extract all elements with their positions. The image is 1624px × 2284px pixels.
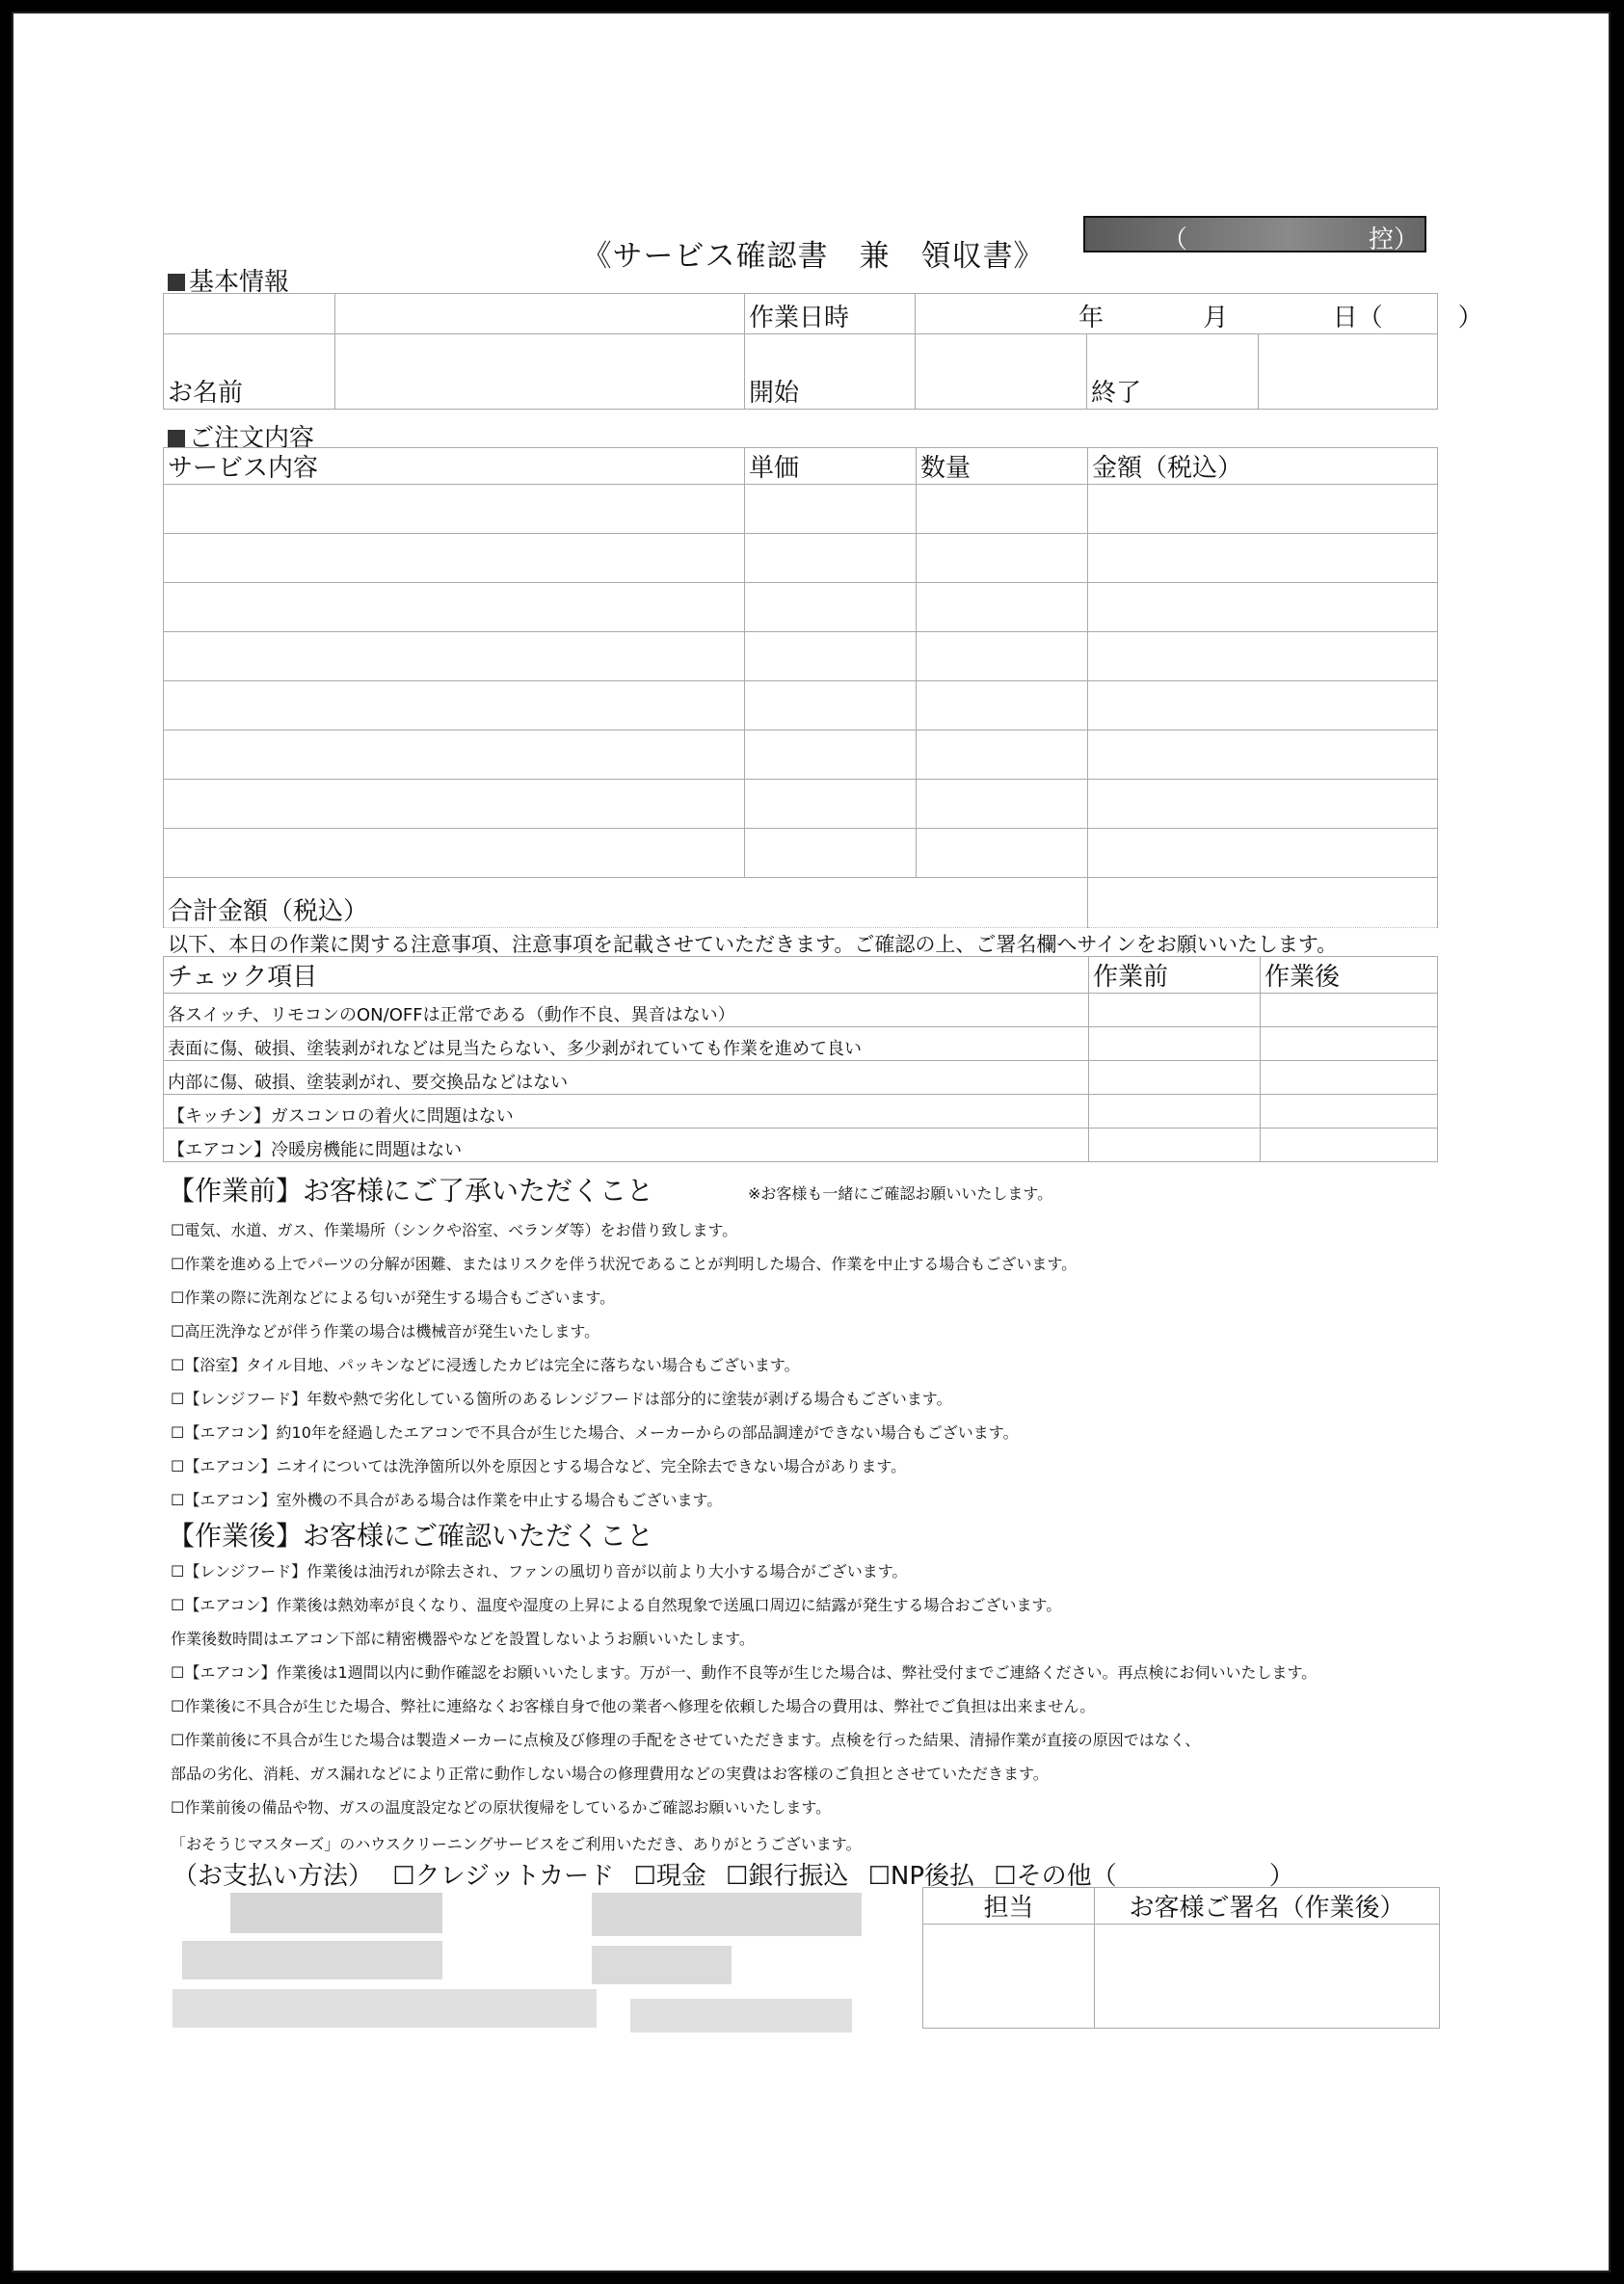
check-row [164, 1027, 1438, 1061]
signature-table [922, 1887, 1440, 2029]
order-row[interactable] [164, 534, 1438, 583]
payment-option-other[interactable]: ☐その他（ [994, 1862, 1117, 1891]
work-date-field[interactable] [916, 294, 1483, 334]
check-table [163, 956, 1438, 1162]
month-label: 月 [1203, 304, 1229, 332]
basic-info-heading: 基本情報 [168, 262, 289, 298]
payment-option-np[interactable]: ☐NP後払 [867, 1862, 975, 1891]
order-col-header: 金額（税込） [1088, 448, 1438, 485]
payment-label: （お支払い方法） [173, 1862, 374, 1891]
check-item: 各スイッチ、リモコンのON/OFFは正常である（動作不良、異音はない） [164, 994, 1089, 1027]
end-field[interactable] [1259, 334, 1438, 410]
total-label: 合計金額（税込） [164, 878, 1088, 928]
customer-signature-label: お客様ご署名（作業後） [1095, 1888, 1440, 1925]
before-item: ☐作業を進める上でパーツの分解が困難、またはリスクを伴う状況であることが判明した場合、作業を中止する場合もございます。 [171, 1255, 1078, 1273]
before-item: ☐高圧洗浄などが伴う作業の場合は機械音が発生いたします。 [171, 1322, 600, 1341]
order-row[interactable] [164, 681, 1438, 730]
check-after-box[interactable] [1261, 1129, 1438, 1162]
store-info-redacted [592, 1893, 881, 2037]
name-label: お名前 [164, 334, 335, 410]
payment-option-credit[interactable]: ☐クレジットカード [392, 1862, 615, 1891]
check-before-box[interactable] [1089, 1095, 1261, 1129]
check-col-header: 作業後 [1261, 957, 1438, 994]
work-datetime-label: 作業日時 [745, 294, 916, 334]
document-page [12, 12, 1611, 2272]
check-col-header: 作業前 [1089, 957, 1261, 994]
order-row[interactable] [164, 632, 1438, 681]
start-label: 開始 [745, 334, 916, 410]
after-heading: 【作業後】お客様にご確認いただくこと [168, 1520, 654, 1552]
before-item: ☐【エアコン】ニオイについては洗浄箇所以外を原因とする場合など、完全除去できない場合があります。 [171, 1457, 907, 1475]
basic-cell-blank [335, 294, 745, 334]
before-note: ※お客様も一緒にご確認お願いいたします。 [748, 1184, 1053, 1203]
square-bullet-icon [168, 430, 185, 447]
after-item: ☐【エアコン】作業後は熱効率が良くなり、温度や湿度の上昇による自然現象で送風口周辺に結露が発生する場合おございます。 [171, 1596, 1062, 1614]
check-after-box[interactable] [1261, 994, 1438, 1027]
order-col-header: サービス内容 [164, 448, 745, 485]
after-item: ☐【エアコン】作業後は1週間以内に動作確認をお願いいたします。万が一、動作不良等が生じた場合は、弊社受付までご連絡ください。再点検にお伺いいたします。 [171, 1663, 1318, 1682]
name-field[interactable] [335, 334, 745, 410]
check-after-box[interactable] [1261, 1061, 1438, 1095]
before-heading: 【作業前】お客様にご了承いただくこと [168, 1175, 654, 1207]
after-item: ☐作業前後の備品や物、ガスの温度設定などの原状復帰をしているかご確認お願いいたします。 [171, 1798, 832, 1817]
order-heading: ご注文内容 [168, 418, 314, 454]
before-item: ☐作業の際に洗剤などによる匂いが発生する場合もございます。 [171, 1288, 616, 1307]
before-item: ☐【エアコン】約10年を経過したエアコンで不具合が生じた場合、メーカーからの部品調達ができない場合もございます。 [171, 1423, 1019, 1442]
after-item: ☐作業前後に不具合が生じた場合は製造メーカーに点検及び修理の手配をさせていただきます。点検を行った結果、清掃作業が直接の原因ではなく、 [171, 1731, 1201, 1749]
copy-label-box [1083, 216, 1426, 252]
before-item: ☐【レンジフード】年数や熱で劣化している箇所のあるレンジフードは部分的に塗装が剥げる場合もございます。 [171, 1390, 952, 1408]
check-item: 表面に傷、破損、塗装剥がれなどは見当たらない、多少剥がれていても作業を進めて良い [164, 1027, 1089, 1061]
customer-signature-field[interactable] [1095, 1925, 1440, 2029]
before-item: ☐【浴室】タイル目地、パッキンなどに浸透したカビは完全に落ちない場合もございます。 [171, 1356, 800, 1374]
basic-cell-blank [164, 294, 335, 334]
check-item: 【キッチン】ガスコンロの着火に問題はない [164, 1095, 1089, 1129]
check-item: 【エアコン】冷暖房機能に問題はない [164, 1129, 1089, 1162]
order-row[interactable] [164, 829, 1438, 878]
check-item: 内部に傷、破損、塗装剥がれ、要交換品などはない [164, 1061, 1089, 1095]
check-before-box[interactable] [1089, 994, 1261, 1027]
check-before-box[interactable] [1089, 1129, 1261, 1162]
after-item: 部品の劣化、消耗、ガス漏れなどにより正常に動作しない場合の修理費用などの実費はお客様のご負担とさせていただきます。 [171, 1765, 1049, 1783]
check-before-box[interactable] [1089, 1061, 1261, 1095]
order-row[interactable] [164, 730, 1438, 780]
check-col-header: チェック項目 [164, 957, 1089, 994]
payment-option-bank[interactable]: ☐銀行振込 [726, 1862, 849, 1891]
check-row [164, 994, 1438, 1027]
order-row[interactable] [164, 583, 1438, 632]
after-item: 作業後数時間はエアコン下部に精密機器やなどを設置しないようお願いいたします。 [171, 1630, 755, 1648]
document-title: 《サービス確認書 兼 領収書》 [581, 239, 1045, 274]
order-col-header: 単価 [745, 448, 917, 485]
day-label: 日（ ） [1332, 304, 1483, 332]
check-after-box[interactable] [1261, 1095, 1438, 1129]
before-item: ☐【エアコン】室外機の不具合がある場合は作業を中止する場合もございます。 [171, 1491, 723, 1509]
payment-option-cash[interactable]: ☐現金 [633, 1862, 706, 1891]
square-bullet-icon [168, 274, 185, 291]
order-table [163, 447, 1438, 928]
check-after-box[interactable] [1261, 1027, 1438, 1061]
order-row[interactable] [164, 780, 1438, 829]
check-row [164, 1129, 1438, 1162]
staff-signature-field[interactable] [923, 1925, 1095, 2029]
basic-info-table [163, 293, 1483, 410]
before-item: ☐電気、水道、ガス、作業場所（シンクや浴室、ベランダ等）をお借り致します。 [171, 1221, 738, 1239]
end-label: 終了 [1087, 334, 1259, 410]
check-row [164, 1095, 1438, 1129]
total-field[interactable] [1088, 878, 1438, 928]
check-row [164, 1061, 1438, 1095]
after-item: ☐【レンジフード】作業後は油汚れが除去され、ファンの風切り音が以前より大小する場合がございます。 [171, 1562, 908, 1580]
order-col-header: 数量 [917, 448, 1088, 485]
start-field[interactable] [916, 334, 1087, 410]
copy-label-close: 控） [1368, 226, 1419, 254]
notice-intro: 以下、本日の作業に関する注意事項、注意事項を記載させていただきます。ご確認の上、ご署名欄へサインをお願いいたします。 [168, 933, 1338, 956]
copy-label-open: （ [1162, 226, 1188, 254]
order-row[interactable] [164, 485, 1438, 534]
year-label: 年 [1078, 304, 1105, 332]
company-info-redacted [173, 1893, 452, 2037]
check-before-box[interactable] [1089, 1027, 1261, 1061]
thanks-message: 「おそうじマスターズ」のハウスクリーニングサービスをご利用いただき、ありがとうございます。 [171, 1835, 862, 1853]
staff-label: 担当 [923, 1888, 1095, 1925]
after-item: ☐作業後に不具合が生じた場合、弊社に連絡なくお客様自身で他の業者へ修理を依頼した場合の費用は、弊社でご負担は出来ません。 [171, 1697, 1096, 1715]
payment-other-close: ） [1268, 1862, 1294, 1891]
